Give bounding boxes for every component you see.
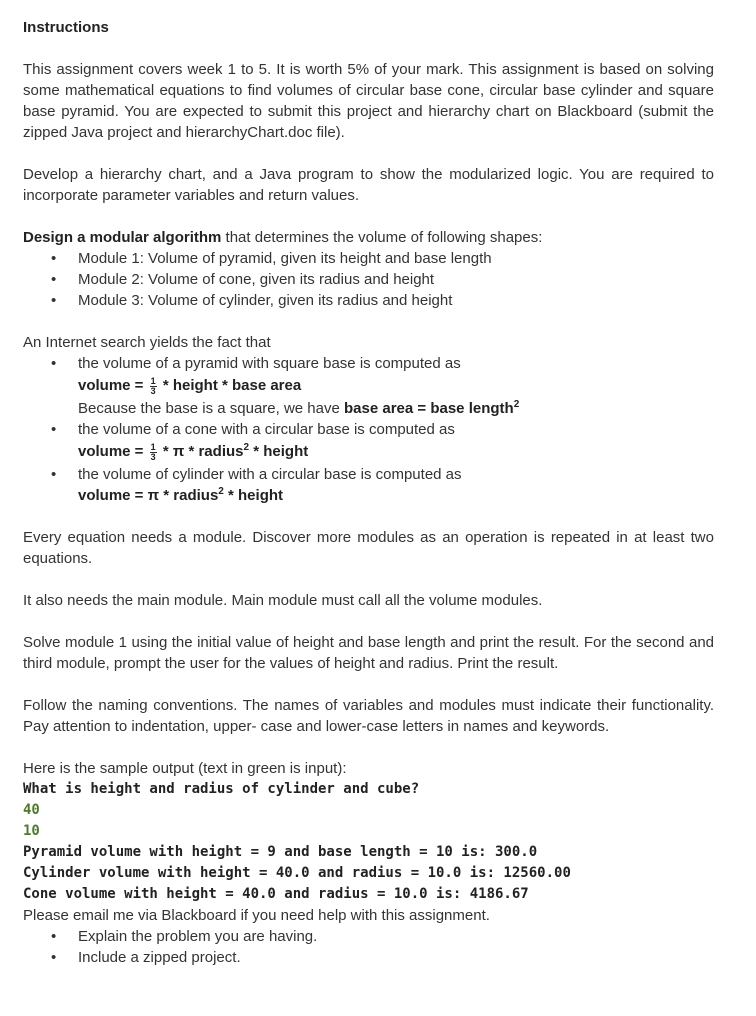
list-item [78,353,714,419]
list-item [78,464,714,506]
because-text: Because the base is a square, we have [78,400,345,417]
list-item: • Module 3: Volume of cylinder, given its radius and height [78,290,714,311]
sample-input: 40 [23,802,40,818]
superscript: 2 [243,442,250,453]
design-bold: Design a modular algorithm [23,229,222,246]
formula-text: * height * base area [162,377,302,394]
fraction-numerator: 1 [150,441,156,452]
list-item: • Include a zipped project. [78,947,714,968]
pyramid-line: • the volume of a pyramid with square base is computed as [78,355,461,372]
superscript: 2 [513,399,520,410]
fraction-numerator: 1 [150,375,156,386]
intro-paragraph: This assignment covers week 1 to 5. It is worth 5% of your mark. This assignment is based on solving some mathematical equations to find volumes of circular base cone, circular base cylinder and square base pyramid. You are expected to submit this project and hierarchy chart on Blackboard (submit the zipped Java project and hierarchyChart.doc file). [23,61,714,141]
cylinder-line: • the volume of cylinder with a circular base is computed as [78,466,462,483]
formula-text: volume = [78,443,144,460]
because-line [78,398,714,419]
sample-prompt: What is height and radius of cylinder and cube? [23,781,420,797]
because-bold: base area = base length [344,400,514,417]
fraction [150,377,157,396]
pyramid-formula [78,374,714,398]
help-list [23,926,714,968]
list-item [78,419,714,464]
cone-line: • the volume of a cone with a circular base is computed as [78,421,455,438]
formula-text: volume = π * radius [78,487,219,504]
sample-intro: Here is the sample output (text in green is input): [23,760,347,777]
naming-paragraph: Follow the naming conventions. The names of variables and modules must indicate their functionality. Pay attention to indentation, upper- case and lower-case letters in names and keywords. [23,697,714,735]
sample-input: 10 [23,823,40,839]
page-title: Instructions [23,19,109,36]
sample-output: Cone volume with height = 40.0 and radius = 10.0 is: 4186.67 [23,886,529,902]
solve-paragraph: Solve module 1 using the initial value of height and base length and print the result. For the second and third module, prompt the user for the values of height and radius. Print the result. [23,634,714,672]
document-page [23,17,714,968]
sample-output: Pyramid volume with height = 9 and base length = 10 is: 300.0 [23,844,538,860]
cylinder-formula [78,485,714,506]
formula-text: * height [223,487,284,504]
fraction-denominator: 3 [150,385,156,396]
fraction [150,443,157,462]
search-intro: An Internet search yields the fact that [23,334,271,351]
design-paragraph [23,227,714,248]
superscript: 2 [218,486,224,497]
sample-output: Cylinder volume with height = 40.0 and radius = 10.0 is: 12560.00 [23,865,571,881]
cone-formula [78,440,714,464]
fraction-denominator: 3 [150,451,156,462]
list-item: • Module 1: Volume of pyramid, given its height and base length [78,248,714,269]
develop-paragraph: Develop a hierarchy chart, and a Java program to show the modularized logic. You are required to incorporate parameter variables and return values. [23,166,714,204]
every-paragraph: Every equation needs a module. Discover more modules as an operation is repeated in at least two equations. [23,529,714,567]
formula-text: * height [253,443,309,460]
design-rest: that determines the volume of following shapes: [221,229,543,246]
email-paragraph: Please email me via Blackboard if you need help with this assignment. [23,907,490,924]
formula-list [23,353,714,506]
module-list [23,248,714,311]
list-item: • Module 2: Volume of cone, given its radius and height [78,269,714,290]
main-module-paragraph: It also needs the main module. Main module must call all the volume modules. [23,592,543,609]
formula-text: volume = [78,377,144,394]
list-item: • Explain the problem you are having. [78,926,714,947]
formula-text: * π * radius [162,443,244,460]
